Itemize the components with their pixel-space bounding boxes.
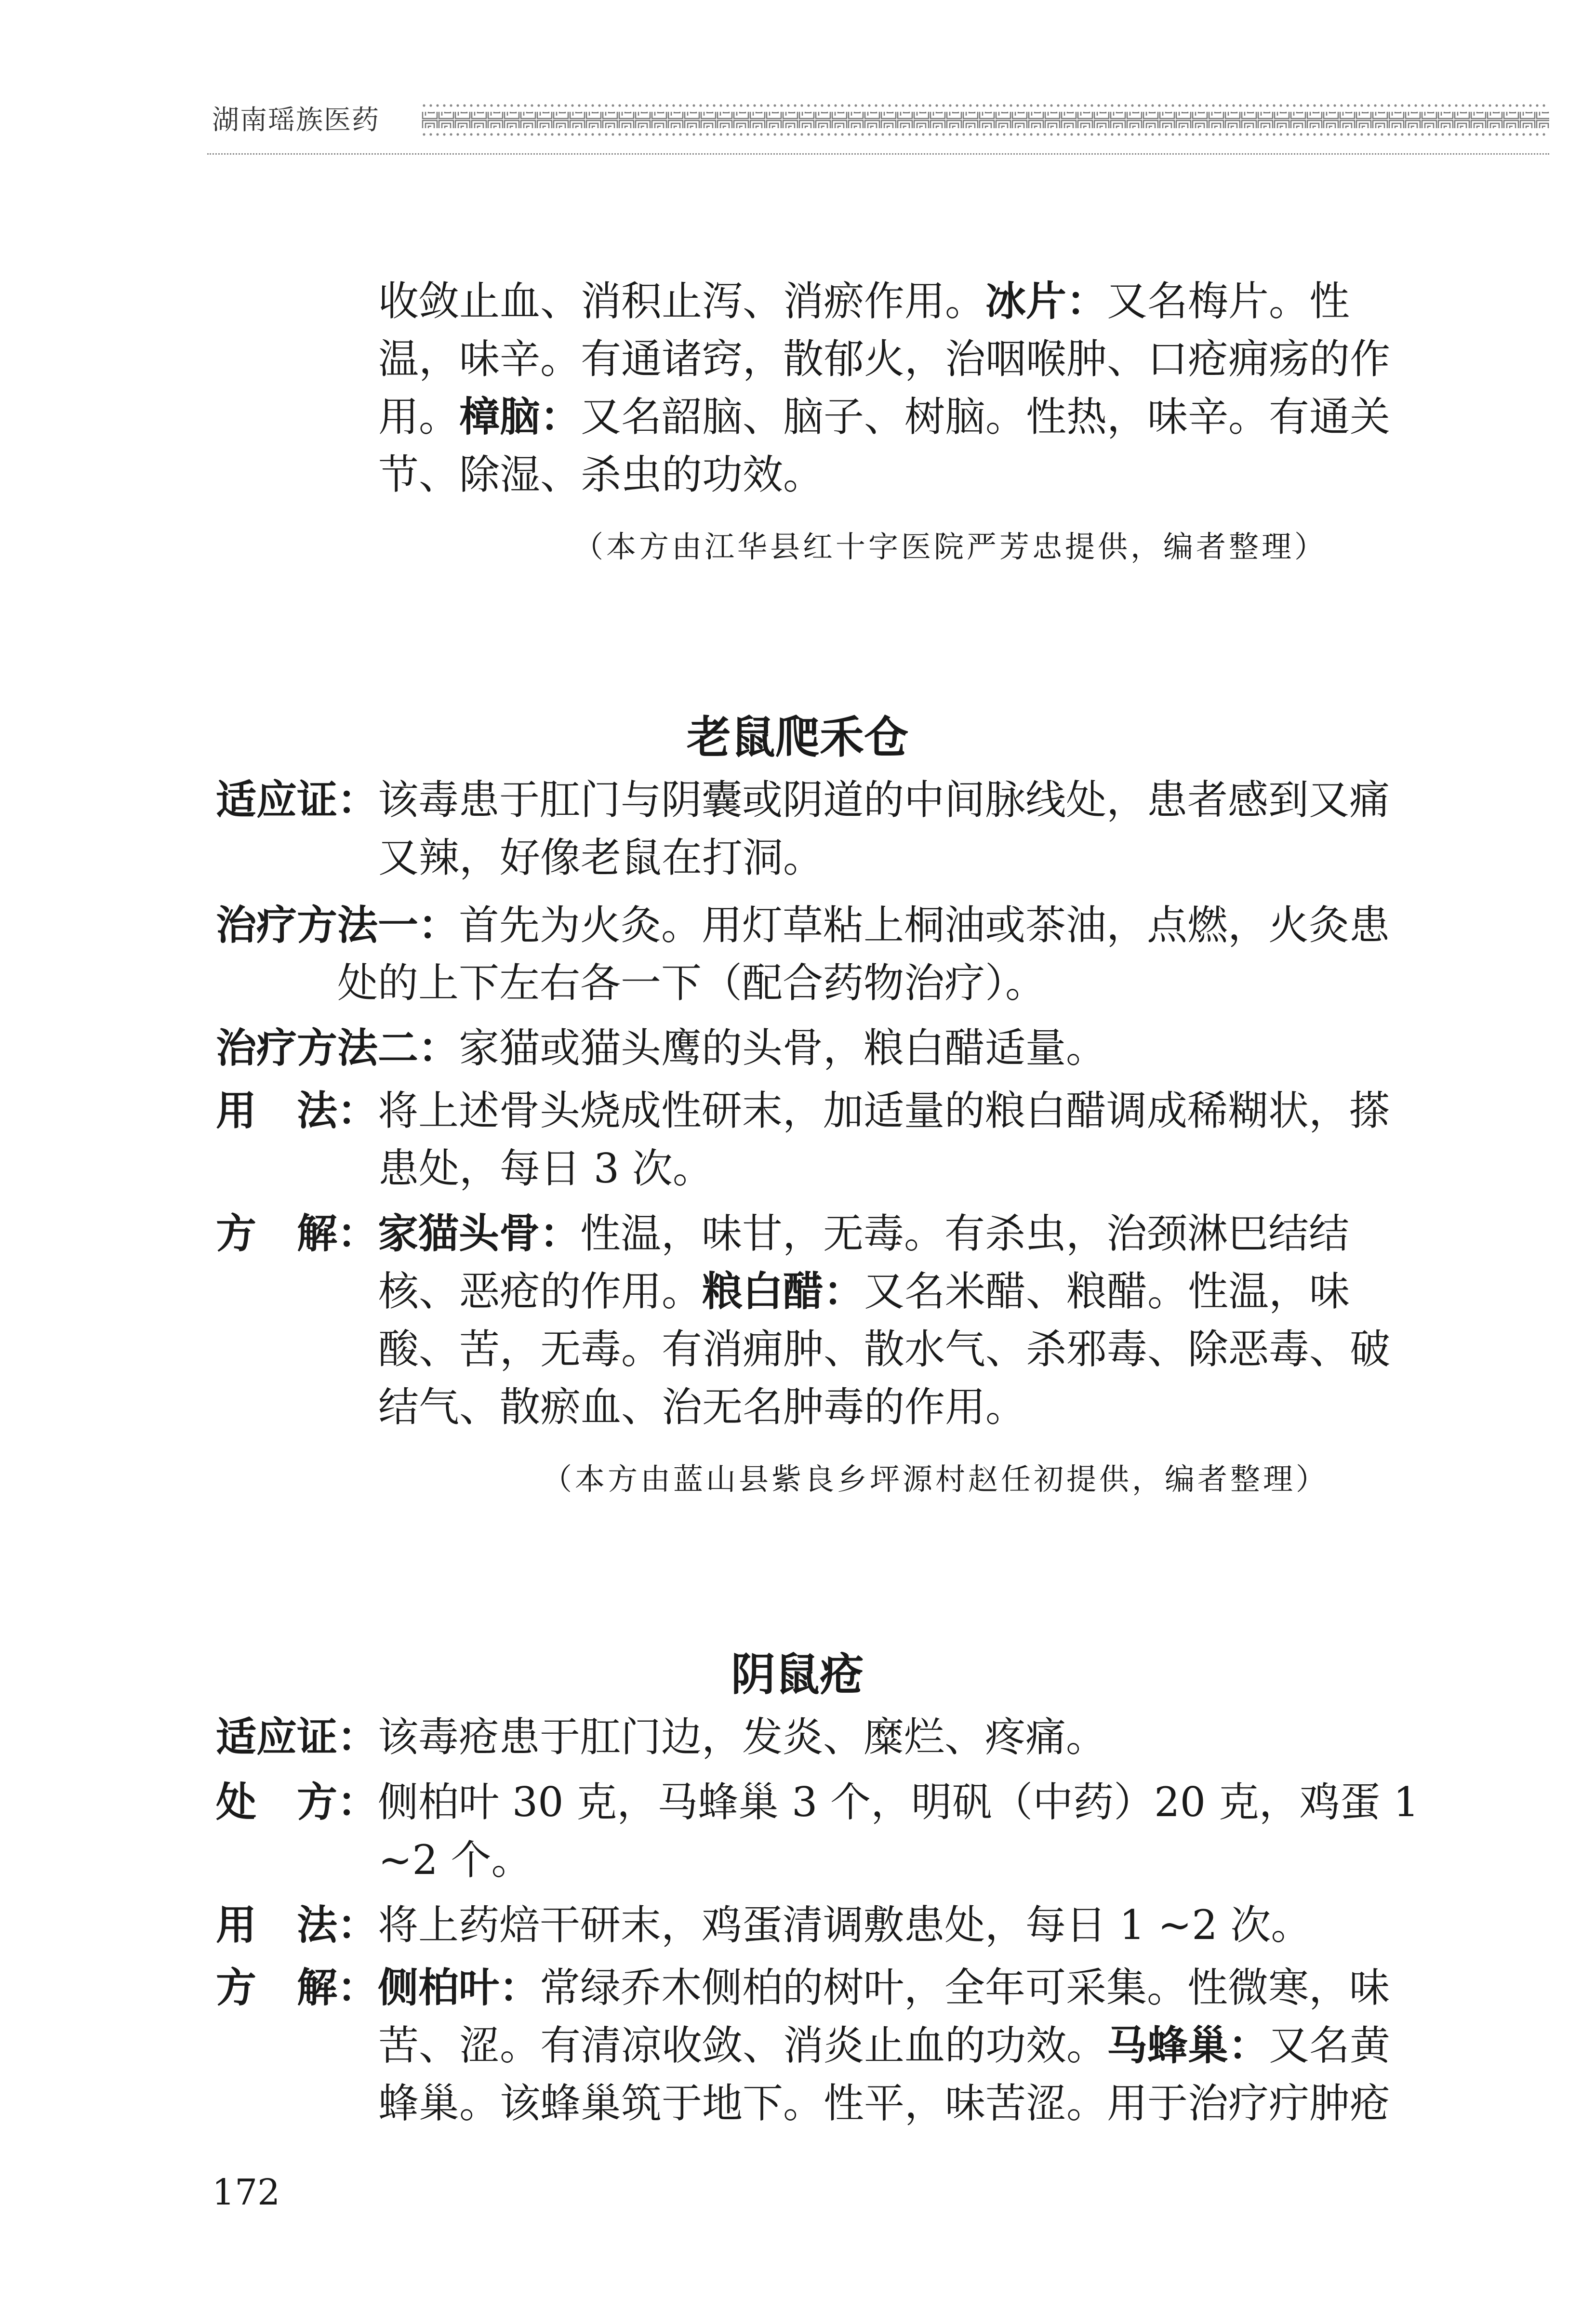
s1-method1: [216, 901, 1390, 949]
s1-method2: [216, 1024, 1106, 1072]
s1-expl-text: 性温，味甘，无毒。有杀虫，治颈淋巴结结: [580, 1210, 1350, 1257]
s2-usage-text: 将上药焙干研末，鸡蛋清调敷患处，每日 1 ~2 次。: [378, 1901, 1312, 1949]
s1-usage-cont: 患处，每日 3 次。: [378, 1145, 713, 1192]
s2-rx-cont: ~2 个。: [378, 1836, 532, 1884]
running-header-title: 湖南瑶族医药: [212, 105, 380, 136]
term-zhangnao: 樟脑：: [459, 393, 581, 440]
label-usage: 用 法：: [216, 1087, 378, 1134]
s1-expl-line-3: 酸、苦，无毒。有消痈肿、散水气、杀邪毒、除恶毒、破: [378, 1326, 1391, 1373]
s1-indication-cont: 又辣，好像老鼠在打洞。: [378, 834, 824, 881]
label-explanation: 方 解：: [216, 1210, 378, 1257]
s1-indication: [216, 776, 1390, 824]
s1-expl-line-2: [378, 1267, 1350, 1315]
label-method1: 治疗方法一：: [216, 902, 459, 949]
s1-method1-text: 首先为火灸。用灯草粘上桐油或茶油，点燃，火灸患: [459, 902, 1390, 949]
s2-expl-text: 苦、涩。有清凉收敛、消炎止血的功效。: [378, 2022, 1107, 2069]
s2-indication-text: 该毒疮患于肛门边，发炎、糜烂、疼痛。: [378, 1713, 1107, 1761]
s1-method2-text: 家猫或猫头鹰的头骨，粮白醋适量。: [459, 1024, 1107, 1072]
label-indication: 适应证：: [216, 776, 378, 823]
s1-usage-text: 将上述骨头烧成性研末，加适量的粮白醋调成稀糊状，搽: [378, 1087, 1390, 1134]
s2-prescription: [216, 1778, 1419, 1826]
s1-expl-text: 又名米醋、粮醋。性温，味: [864, 1268, 1350, 1315]
label-indication: 适应证：: [216, 1713, 378, 1761]
term-bingpian: 冰片：: [985, 278, 1107, 325]
intro-citation: （本方由江华县红十字医院严芳忠提供，编者整理）: [573, 529, 1328, 564]
s1-indication-text: 该毒患于肛门与阴囊或阴道的中间脉线处，患者感到又痛: [378, 776, 1390, 823]
intro-text: 收敛止血、消积止泻、消瘀作用。: [378, 278, 986, 325]
s2-rx-text: 侧柏叶 30 克，马蜂巢 3 个，明矾（中药）20 克，鸡蛋 1: [378, 1779, 1419, 1826]
s1-expl-line-4: 结气、散瘀血、治无名肿毒的作用。: [378, 1383, 1026, 1431]
s2-explanation: [216, 1964, 1390, 2012]
s1-expl-text: 核、恶疮的作用。: [378, 1268, 703, 1315]
s1-explanation: [216, 1209, 1349, 1258]
s2-indication: [216, 1713, 1106, 1761]
label-usage: 用 法：: [216, 1901, 378, 1949]
label-method2: 治疗方法二：: [216, 1024, 459, 1072]
s2-usage: [216, 1901, 1311, 1949]
header-dotted-rule: [207, 153, 1549, 155]
s1-usage: [216, 1087, 1390, 1135]
intro-text: 又名梅片。性: [1107, 278, 1350, 325]
intro-line-4: 节、除湿、杀虫的功效。: [378, 451, 824, 498]
intro-text: 用。: [378, 393, 460, 440]
term-liang-baicu: 粮白醋：: [702, 1268, 864, 1315]
intro-text: 又名韶脑、脑子、树脑。性热，味辛。有通关: [581, 393, 1391, 440]
s2-expl-text: 又名黄: [1269, 2022, 1391, 2069]
s2-expl-line-3: 蜂巢。该蜂巢筑于地下。性平，味苦涩。用于治疗疔肿疮: [378, 2080, 1391, 2127]
s1-method1-cont: 处的上下左右各一下（配合药物治疗）。: [337, 959, 1046, 1007]
label-prescription: 处 方：: [216, 1779, 378, 1826]
label-explanation: 方 解：: [216, 1964, 378, 2011]
term-cebaiye: 侧柏叶：: [378, 1964, 540, 2011]
term-mafengchao: 马蜂巢：: [1107, 2022, 1269, 2069]
intro-line-3: [378, 393, 1390, 441]
decorative-border-band: [422, 103, 1549, 145]
section-title-laoshu: 老鼠爬禾仓: [686, 711, 908, 763]
intro-line-1: [378, 277, 1350, 325]
intro-line-2: 温，味辛。有通诸窍，散郁火，治咽喉肿、口疮痈疡的作: [378, 335, 1391, 383]
term-jiamao-tougu: 家猫头骨：: [378, 1210, 581, 1257]
page-number: 172: [212, 2172, 280, 2213]
s1-citation: （本方由蓝山县紫良乡坪源村赵任初提供，编者整理）: [542, 1461, 1329, 1497]
s2-expl-line-2: [378, 2021, 1390, 2070]
section-title-yinshuchuang: 阴鼠疮: [731, 1648, 864, 1700]
s2-expl-text: 常绿乔木侧柏的树叶，全年可采集。性微寒，味: [540, 1964, 1390, 2011]
